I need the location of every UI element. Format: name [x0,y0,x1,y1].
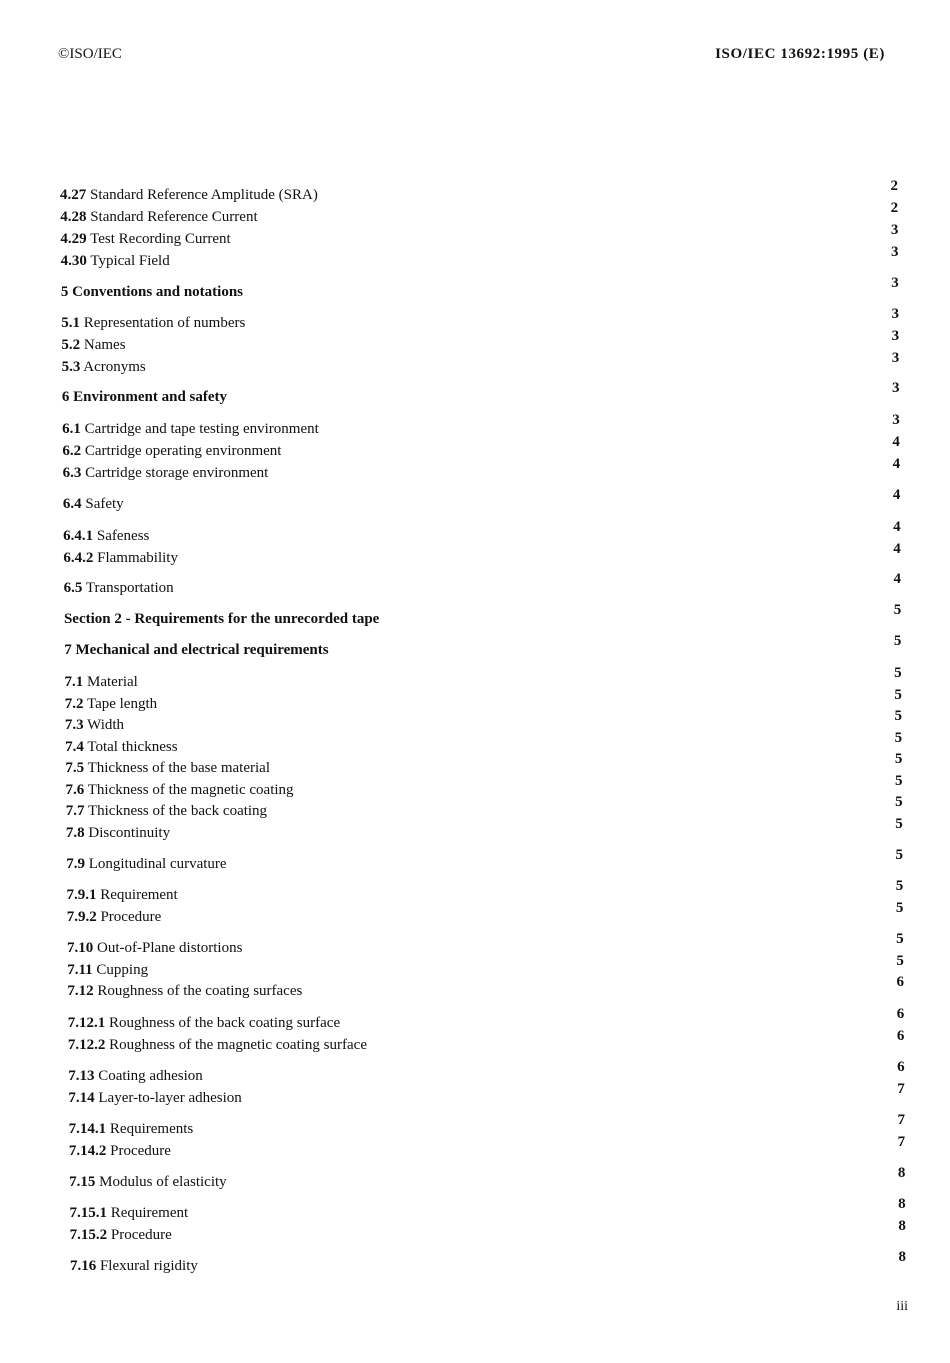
toc-entry-label [69,1121,194,1138]
toc-entry-page: 2 [890,200,899,216]
toc-entry-label [60,187,318,204]
toc-entry-number: 6.4 [62,496,82,512]
toc-entry-label [60,209,257,226]
toc-entry-page: 6 [897,1059,905,1075]
toc-entry-title: Thickness of the back coating [87,803,268,819]
toc-entry [0,434,950,463]
toc-entry-title: Thickness of the base material [87,760,270,776]
toc-entry-title: Coating adhesion [98,1068,203,1084]
toc-entry [0,816,950,845]
toc-entry-page: 4 [893,519,901,535]
toc-entry [0,1112,950,1141]
toc-entry-page: 3 [891,244,899,260]
toc-entry [0,687,950,716]
toc-entry-page: 5 [893,602,902,618]
toc-entry-title: Modulus of elasticity [99,1174,227,1190]
toc-entry-label [61,253,170,270]
toc-entry-page: 6 [896,1028,905,1044]
toc-entry-page: 5 [894,687,902,703]
toc-entry-title: Names [83,337,126,353]
toc-entry-page: 7 [897,1081,905,1097]
toc-entry-title: Procedure [100,909,162,925]
toc-entry-number: 4.30 [60,253,87,269]
toc-entry-label [68,1015,340,1032]
toc-entry-title: Longitudinal curvature [88,856,227,872]
toc-entry-label [66,825,170,842]
toc-entry [0,1006,950,1035]
toc-entry [0,633,950,662]
toc-entry-page: 5 [895,878,904,894]
toc-entry [0,1249,950,1278]
toc-entry-title: Requirement [100,887,178,903]
toc-entry-label [65,760,270,777]
toc-entry-number: 6.5 [63,580,83,596]
toc-entry-label [63,496,124,513]
toc-entry-title: Thickness of the magnetic coating [87,782,294,798]
toc-entry [0,708,950,737]
toc-entry-label [66,803,267,820]
toc-entry-title: Roughness of the back coating surface [108,1015,341,1031]
toc-entry-page: 2 [890,178,898,194]
toc-entry-number: 7.12.1 [67,1015,106,1031]
toc-entry [0,306,950,335]
toc-entry-title: Cartridge storage environment [85,465,269,481]
toc-entry-page: 4 [892,456,901,472]
toc-entry-title: Tape length [86,696,158,712]
toc-entry-number: 7.14.1 [68,1121,107,1137]
toc-entry-page: 3 [891,328,900,344]
toc-entry [0,773,950,802]
toc-entry-number: 4.28 [60,209,87,225]
toc-entry-label [64,580,174,597]
toc-entry-title: Cartridge and tape testing environment [84,421,319,437]
toc-entry-label [63,528,149,545]
toc-entry-number: 7.10 [67,940,94,956]
toc-entry-label [67,909,162,926]
toc-entry-number: 7.9 [66,856,85,872]
toc-entry-page: 3 [891,350,900,366]
toc-entry-number: 7.14 [68,1090,95,1106]
toc-entry-label [65,674,138,691]
toc-entry-title: Safety [85,496,124,512]
toc-entry-number: 7.2 [64,696,84,712]
toc-entry-page: 3 [892,412,900,428]
toc-entry [0,456,950,485]
toc-entry [0,931,950,960]
toc-entry-label [65,696,157,713]
toc-entry-number: 7.15.1 [69,1205,107,1221]
toc-entry-page: 7 [897,1112,906,1128]
toc-entry-number: Section 2 [63,611,122,627]
toc-entry-title: Transportation [85,580,174,596]
toc-entry-label [61,315,245,332]
toc-entry-title: Acronyms [83,359,146,375]
toc-entry-title: Requirements [109,1121,194,1137]
toc-entry-label [70,1258,198,1275]
toc-entry-number: 7.5 [65,760,85,776]
toc-entry-label [66,856,226,873]
toc-entry-number: 5.1 [61,315,80,331]
toc-entry-number: 7.9.1 [66,887,97,903]
toc-entry-label [65,739,177,756]
toc-entry-number: 7.16 [69,1258,97,1274]
toc-entry-label [70,1227,172,1244]
toc-entry-label [64,611,379,628]
toc-entry [0,487,950,516]
toc-entry-label [68,1068,203,1085]
toc-entry [0,571,950,600]
toc-entry-title: Environment and safety [73,389,228,405]
toc-entry-page: 5 [894,751,903,767]
toc-entry-label [67,983,302,1000]
toc-entry [0,178,950,207]
toc-entry-number: 7 [64,642,72,658]
toc-entry [0,1134,950,1163]
toc-entry-title: Safeness [96,528,150,544]
toc-entry-page: 5 [895,900,904,916]
toc-entry [0,665,950,694]
toc-entry-title: Procedure [110,1143,171,1159]
toc-entry-number: 7.14.2 [68,1143,107,1159]
header-copyright: ©ISO/IEC [58,46,122,62]
toc-entry-title: Roughness of the magnetic coating surface [109,1037,367,1053]
toc-entry [0,602,950,631]
toc-entry [0,328,950,357]
toc-entry-page: 5 [893,633,902,649]
toc-entry-label [62,389,227,406]
toc-entry [0,847,950,876]
toc-entry-title: Layer-to-layer adhesion [98,1090,242,1106]
toc-entry [0,730,950,759]
toc-entry-number: 7.8 [65,825,85,841]
toc-entry-page: 3 [891,306,899,322]
toc-entry-page: 3 [891,275,899,291]
toc-entry [0,878,950,907]
toc-entry-number: 6.1 [62,421,81,437]
toc-entry-page: 8 [898,1196,906,1212]
toc-entry-title: Standard Reference Current [90,209,258,225]
toc-entry [0,953,950,982]
toc-entry [0,900,950,929]
toc-entry [0,380,950,409]
toc-entry-number: 7.15 [69,1174,96,1190]
toc-entry [0,222,950,251]
toc-entry-title: Conventions and notations [72,284,244,300]
toc-entry-page: 5 [895,847,904,863]
toc-entry-label [63,465,269,482]
toc-entry-label [64,642,328,659]
toc-entry-number: 6.2 [62,443,82,459]
toc-entry-page: 5 [894,665,902,681]
toc-entry-label [66,782,294,799]
toc-entry-title: Flexural rigidity [99,1258,198,1274]
toc-entry-label [67,887,178,904]
toc-entry-page: 4 [892,434,900,450]
toc-entry-number: 5 [60,284,69,300]
toc-entry-title: Total thickness [87,739,178,755]
toc-entry-page: 6 [896,1006,905,1022]
toc-entry-page: 3 [892,380,900,396]
toc-entry-title: Roughness of the coating surfaces [97,983,303,999]
toc-entry-page: 4 [893,571,901,587]
toc-entry-page: 5 [895,816,903,832]
toc-entry [0,200,950,229]
toc-entry-label [62,443,281,460]
toc-entry [0,794,950,823]
toc-entry [0,1059,950,1088]
toc-entry-label [63,550,178,567]
toc-entry-title: Test Recording Current [90,231,231,247]
toc-entry-number: 6 [61,389,70,405]
toc-entry [0,1028,950,1057]
toc-entry-page: 6 [896,974,904,990]
toc-entry-number: 7.15.2 [69,1227,108,1243]
toc-entry-title: Typical Field [90,253,170,269]
toc-entry-page: 5 [894,773,903,789]
toc-entry-page: 5 [894,730,903,746]
toc-entry-number: 7.12.2 [67,1037,106,1053]
toc-entry-page: 5 [896,931,904,947]
toc-entry [0,1218,950,1247]
toc-entry-page: 8 [898,1249,907,1265]
toc-entry-label [67,962,148,979]
toc-entry-label [68,1090,241,1107]
toc-entry [0,275,950,304]
toc-entry-title: - Requirements for the unrecorded tape [125,611,380,627]
toc-entry-number: 4.29 [60,231,87,247]
toc-entry-title: Cartridge operating environment [84,443,282,459]
toc-entry-number: 6.3 [62,465,82,481]
toc-entry-number: 7.12 [67,983,94,999]
toc-entry-title: Requirement [110,1205,189,1221]
toc-entry-number: 7.3 [64,717,84,733]
toc-entry-label [61,337,125,354]
header-standard-id: ISO/IEC 13692:1995 (E) [715,46,885,62]
toc-entry-number: 6.4.1 [63,528,94,544]
toc-entry [0,1165,950,1194]
toc-entry-number: 6.4.2 [63,550,94,566]
page-number: iii [896,1299,908,1314]
toc-entry-label [60,231,230,248]
toc-entry-label [62,359,146,376]
toc-entry-number: 7.4 [65,739,84,755]
toc-entry [0,1081,950,1110]
toc-entry-page: 7 [897,1134,906,1150]
toc-entry-number: 7.7 [65,803,85,819]
toc-entry-title: Flammability [97,550,178,566]
toc-entry [0,974,950,1003]
toc-entry-number: 7.6 [65,782,85,798]
toc-entry-label [69,1205,188,1222]
toc-entry [0,1196,950,1225]
toc-entry-label [69,1143,171,1160]
toc-entry-title: Mechanical and electrical requirements [75,642,329,658]
toc-entry-label [67,940,242,957]
toc-entry-label [61,284,243,301]
toc-entry-page: 3 [890,222,899,238]
toc-entry-number: 4.27 [60,187,87,203]
toc-entry-title: Out-of-Plane distortions [97,940,243,956]
toc-entry-page: 5 [894,708,902,724]
toc-entry-number: 7.1 [64,674,84,690]
toc-entry-number: 5.2 [61,337,81,353]
toc-entry [0,541,950,570]
toc-entry-number: 7.11 [67,962,93,978]
toc-entry-title: Width [87,717,125,733]
toc-entry-label [69,1174,227,1191]
toc-entry-page: 8 [898,1218,906,1234]
toc-entry-page: 5 [896,953,904,969]
toc-entry-number: 7.9.2 [66,909,97,925]
toc-entry [0,350,950,379]
toc-entry-page: 8 [897,1165,906,1181]
toc-entry-label [65,717,124,734]
toc-entry-page: 4 [892,487,901,503]
toc-entry-title: Cupping [96,962,149,978]
toc-entry-page: 4 [893,541,901,557]
toc-entry-title: Standard Reference Amplitude (SRA) [90,187,318,203]
toc-entry-title: Procedure [110,1227,172,1243]
toc-entry [0,244,950,273]
toc-entry-title: Discontinuity [88,825,171,841]
toc-entry-number: 7.13 [68,1068,95,1084]
toc-entry-label [62,421,319,438]
toc-entry-label [68,1037,367,1054]
toc-entry-page: 5 [895,794,903,810]
toc-entry [0,519,950,548]
toc-entry-title: Representation of numbers [83,315,246,331]
toc-entry-number: 5.3 [61,359,81,375]
toc-entry [0,412,950,441]
toc-entry [0,751,950,780]
toc-entry-title: Material [87,674,138,690]
